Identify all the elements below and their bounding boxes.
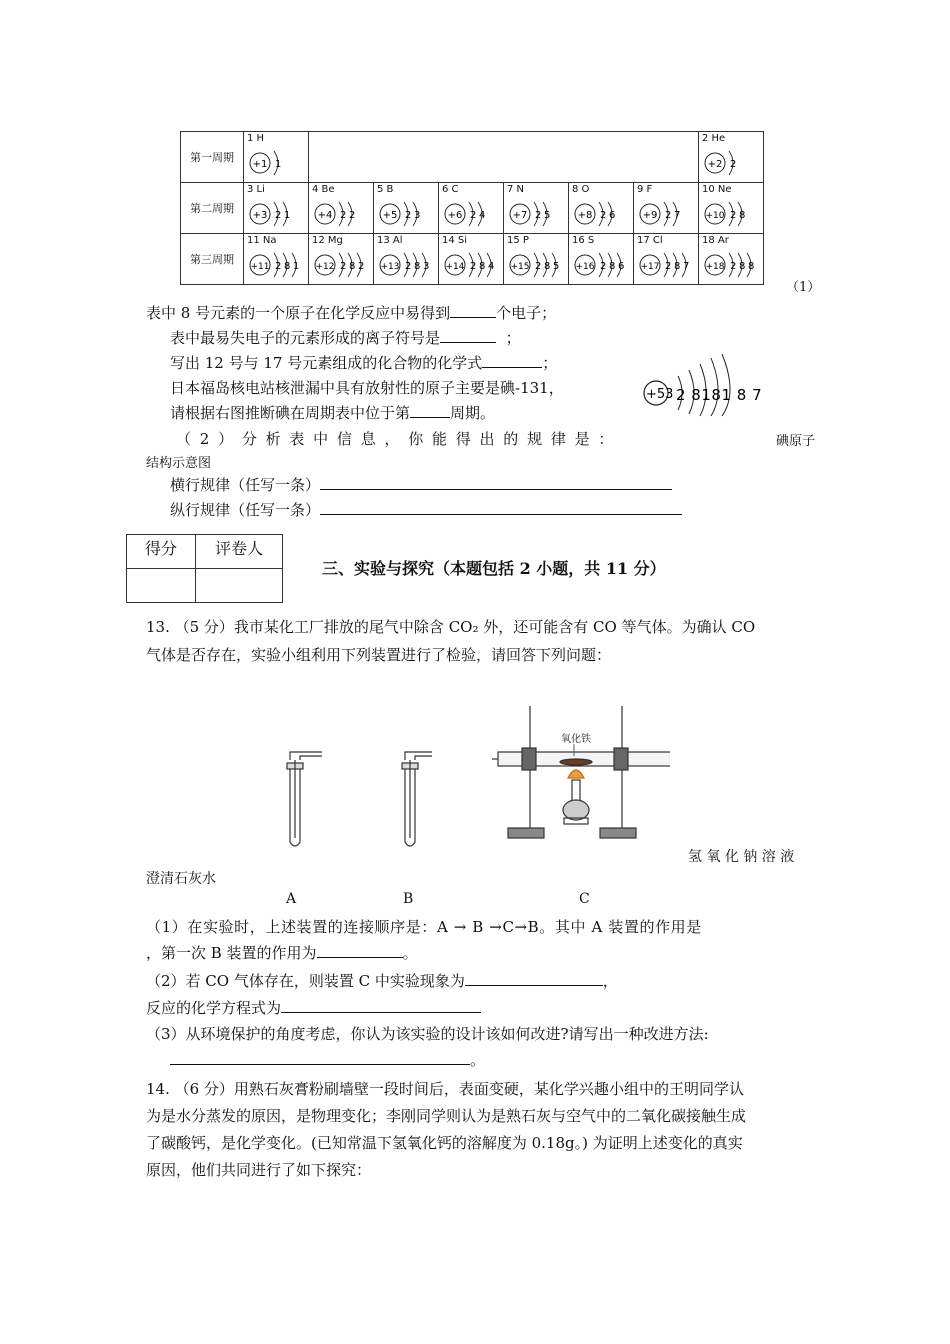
empty-cell: [504, 132, 569, 183]
electron-count: 1: [293, 261, 300, 272]
nucleus-charge: +1: [252, 159, 268, 170]
electron-count: 2: [730, 159, 737, 170]
element-cell-f: [634, 183, 699, 234]
periodic-row: [181, 132, 764, 183]
q12-line6: （ 2 ） 分 析 表 中 信 息 ， 你 能 得 出 的 规 律 是 ：: [176, 430, 616, 448]
electron-count: 5: [544, 210, 551, 221]
electron-count: 2: [275, 261, 282, 272]
apparatus-figure: [270, 700, 670, 860]
nucleus-charge: +16: [575, 262, 595, 272]
atom-structure-diagram: [376, 248, 438, 282]
periodic-row: [181, 183, 764, 234]
period-label: 第一周期: [181, 132, 244, 183]
atom-structure-diagram: [246, 197, 308, 231]
q12-mark-1: （1）: [786, 280, 821, 295]
q13-p2a: （2）若 CO 气体存在，则装置 C 中实验现象为 ，: [146, 972, 618, 990]
atom-structure-diagram: [441, 197, 503, 231]
element-label: 1 H: [247, 133, 265, 144]
q13-p2c: 反应的化学方程式为: [146, 997, 481, 1018]
electron-count: 3: [414, 210, 421, 221]
empty-cell: [634, 132, 699, 183]
electron-count: 2: [600, 261, 607, 272]
element-label: 10 Ne: [702, 184, 732, 195]
electron-count: 2: [470, 210, 477, 221]
nucleus-charge: +13: [380, 262, 400, 272]
electron-count: 8: [674, 261, 681, 272]
electron-count: 2: [730, 261, 737, 272]
atom-structure-diagram: [701, 197, 763, 231]
electron-count: 2: [470, 261, 477, 272]
q12-line2: 表中最易失电子的元素形成的离子符号是 ；: [170, 329, 521, 347]
label-naoh: 氢 氧 化 钠 溶 液: [688, 849, 795, 865]
label-limewater: 澄清石灰水: [146, 871, 216, 887]
apparatus-c: [492, 706, 670, 838]
electron-count: 8: [544, 261, 551, 272]
q13-line2: 气体是否存在，实验小组利用下列装置进行了检验，请回答下列问题：: [146, 646, 612, 664]
q13-p3a: （3）从环境保护的角度考虑，你认为该实验的设计该如何改进?请写出一种改进方法:: [146, 1025, 709, 1043]
element-cell-s: [569, 234, 634, 285]
score-header: 得分: [127, 535, 196, 569]
element-cell-ne: [699, 183, 764, 234]
electron-count: 2: [340, 210, 347, 221]
iodine-shell-arcs: [678, 354, 730, 416]
element-cell-p: [504, 234, 569, 285]
element-label: 14 Si: [442, 235, 468, 246]
electron-count: 2: [349, 210, 356, 221]
atom-structure-diagram: [441, 248, 503, 282]
atom-structure-diagram: [701, 146, 763, 180]
nucleus-charge: +6: [447, 210, 463, 221]
electron-count: 8: [739, 261, 746, 272]
nucleus-charge: +18: [705, 262, 725, 272]
nucleus-charge: +5: [382, 210, 398, 221]
atom-structure-diagram: [246, 248, 308, 282]
element-cell-li: [244, 183, 309, 234]
period-label: 第二周期: [181, 183, 244, 234]
element-cell-mg: [309, 234, 374, 285]
element-cell-h: [244, 132, 309, 183]
element-label: 3 Li: [247, 184, 265, 195]
element-cell-c: [439, 183, 504, 234]
atom-structure-diagram: [506, 248, 568, 282]
electron-count: 8: [284, 261, 291, 272]
electron-count: 2: [275, 210, 282, 221]
electron-count: 1: [284, 210, 291, 221]
atom-structure-diagram: [636, 197, 698, 231]
q14-line1: 14. （6 分）用熟石灰膏粉刷墙壁一段时间后，表面变硬，某化学兴趣小组中的王明同学认: [146, 1080, 744, 1098]
q13-p1b: ，第一次 B 装置的作用为 。: [146, 944, 418, 962]
atom-structure-diagram: [311, 197, 373, 231]
atom-structure-diagram: [506, 197, 568, 231]
iodine-shell-numbers: 2 8181 8 7: [676, 386, 762, 404]
empty-cell: [569, 132, 634, 183]
element-cell-cl: [634, 234, 699, 285]
element-cell-o: [569, 183, 634, 234]
q12-line1: 表中 8 号元素的一个原子在化学反应中易得到 个电子；: [146, 304, 557, 322]
atom-structure-diagram: [571, 197, 633, 231]
electron-count: 8: [349, 261, 356, 272]
electron-count: 2: [600, 210, 607, 221]
empty-cell: [309, 132, 374, 183]
electron-count: 5: [553, 261, 560, 272]
atom-structure-diagram: [246, 146, 308, 180]
empty-cell: [374, 132, 439, 183]
grader-header: 评卷人: [196, 535, 283, 569]
electron-count: 2: [340, 261, 347, 272]
nucleus-charge: +10: [705, 211, 725, 221]
q12-line8: 纵行规律（任写一条）: [170, 499, 682, 520]
electron-count: 2: [665, 210, 672, 221]
electron-count: 8: [414, 261, 421, 272]
electron-count: 2: [665, 261, 672, 272]
nucleus-charge: +15: [510, 262, 530, 272]
q13-p1a: （1）在实验时，上述装置的连接顺序是：A → B →C→B。其中 A 装置的作用是: [146, 918, 702, 936]
iodine-atom-diagram: [642, 348, 762, 418]
nucleus-charge: +7: [512, 210, 528, 221]
element-label: 9 F: [637, 184, 653, 195]
electron-count: 4: [488, 261, 495, 272]
element-cell-be: [309, 183, 374, 234]
period-label: 第三周期: [181, 234, 244, 285]
q12-line4: 日本福岛核电站核泄漏中具有放射性的原子主要是碘-131，: [170, 379, 564, 397]
electron-count: 2: [535, 210, 542, 221]
atom-structure-diagram: [701, 248, 763, 282]
electron-count: 8: [748, 261, 755, 272]
grader-cell[interactable]: [196, 569, 283, 603]
apparatus-b-tube: [402, 752, 432, 846]
electron-count: 1: [275, 159, 282, 170]
electron-count: 6: [609, 210, 616, 221]
q12-line5: 请根据右图推断碘在周期表中位于第 周期。: [170, 404, 496, 422]
element-cell-si: [439, 234, 504, 285]
iodine-nucleus-label: +53: [646, 387, 674, 402]
electron-count: 4: [479, 210, 486, 221]
q14-line4: 原因，他们共同进行了如下探究：: [146, 1161, 372, 1179]
label-iron-oxide: 氧化铁: [561, 734, 591, 745]
apparatus-a-tube: [287, 752, 322, 846]
element-cell-na: [244, 234, 309, 285]
electron-count: 7: [674, 210, 681, 221]
element-label: 13 Al: [377, 235, 403, 246]
q13-line1: 13. （5 分）我市某化工厂排放的尾气中除含 CO₂ 外，还可能含有 CO 等气体。为确认 CO: [146, 618, 756, 636]
iodine-label-2: 结构示意图: [146, 456, 212, 471]
element-label: 6 C: [442, 184, 459, 195]
element-label: 2 He: [702, 133, 726, 144]
electron-count: 3: [423, 261, 430, 272]
electron-count: 2: [405, 261, 412, 272]
element-cell-ar: [699, 234, 764, 285]
element-label: 16 S: [572, 235, 595, 246]
element-label: 11 Na: [247, 235, 277, 246]
q12-line3: 写出 12 号与 17 号元素组成的化合物的化学式 ；: [170, 354, 558, 372]
element-label: 5 B: [377, 184, 394, 195]
element-label: 7 N: [507, 184, 525, 195]
electron-count: 2: [405, 210, 412, 221]
periodic-row: [181, 234, 764, 285]
score-cell[interactable]: [127, 569, 196, 603]
atom-structure-diagram: [636, 248, 698, 282]
element-cell-al: [374, 234, 439, 285]
label-c: C: [579, 891, 590, 907]
element-label: 17 Cl: [637, 235, 663, 246]
element-label: 12 Mg: [312, 235, 343, 246]
electron-count: 2: [730, 210, 737, 221]
electron-count: 2: [358, 261, 365, 272]
nucleus-charge: +3: [252, 210, 268, 221]
label-a: A: [286, 891, 297, 907]
nucleus-charge: +17: [640, 262, 660, 272]
element-label: 18 Ar: [702, 235, 729, 246]
q12-line7: 横行规律（任写一条）: [170, 474, 672, 495]
atom-structure-diagram: [376, 197, 438, 231]
element-label: 4 Be: [312, 184, 335, 195]
electron-count: 8: [479, 261, 486, 272]
atom-structure-diagram: [571, 248, 633, 282]
element-cell-he: [699, 132, 764, 183]
nucleus-charge: +14: [445, 262, 465, 272]
q14-line3: 了碳酸钙，是化学变化。(已知常温下氢氧化钙的溶解度为 0.18g。) 为证明上述变化的真实: [146, 1134, 743, 1152]
electron-count: 8: [609, 261, 616, 272]
element-label: 8 O: [572, 184, 590, 195]
element-label: 15 P: [507, 235, 529, 246]
section-3-title: 三、实验与探究（本题包括 2 小题，共 11 分）: [322, 559, 666, 578]
element-cell-b: [374, 183, 439, 234]
nucleus-charge: +8: [577, 210, 593, 221]
q13-p3b: 。: [170, 1049, 485, 1070]
periodic-table: [180, 131, 764, 285]
nucleus-charge: +2: [707, 159, 723, 170]
electron-count: 2: [535, 261, 542, 272]
iodine-label-1: 碘原子: [776, 434, 816, 449]
nucleus-charge: +11: [250, 262, 270, 272]
empty-cell: [439, 132, 504, 183]
label-b: B: [403, 891, 414, 907]
q14-line2: 为是水分蒸发的原因，是物理变化；李刚同学则认为是熟石灰与空气中的二氧化碳接触生成: [146, 1107, 747, 1125]
score-table: [126, 534, 283, 603]
nucleus-charge: +4: [317, 210, 333, 221]
element-cell-n: [504, 183, 569, 234]
nucleus-charge: +9: [642, 210, 658, 221]
electron-count: 6: [618, 261, 625, 272]
nucleus-charge: +12: [315, 262, 335, 272]
electron-count: 8: [739, 210, 746, 221]
atom-structure-diagram: [311, 248, 373, 282]
electron-count: 7: [683, 261, 690, 272]
